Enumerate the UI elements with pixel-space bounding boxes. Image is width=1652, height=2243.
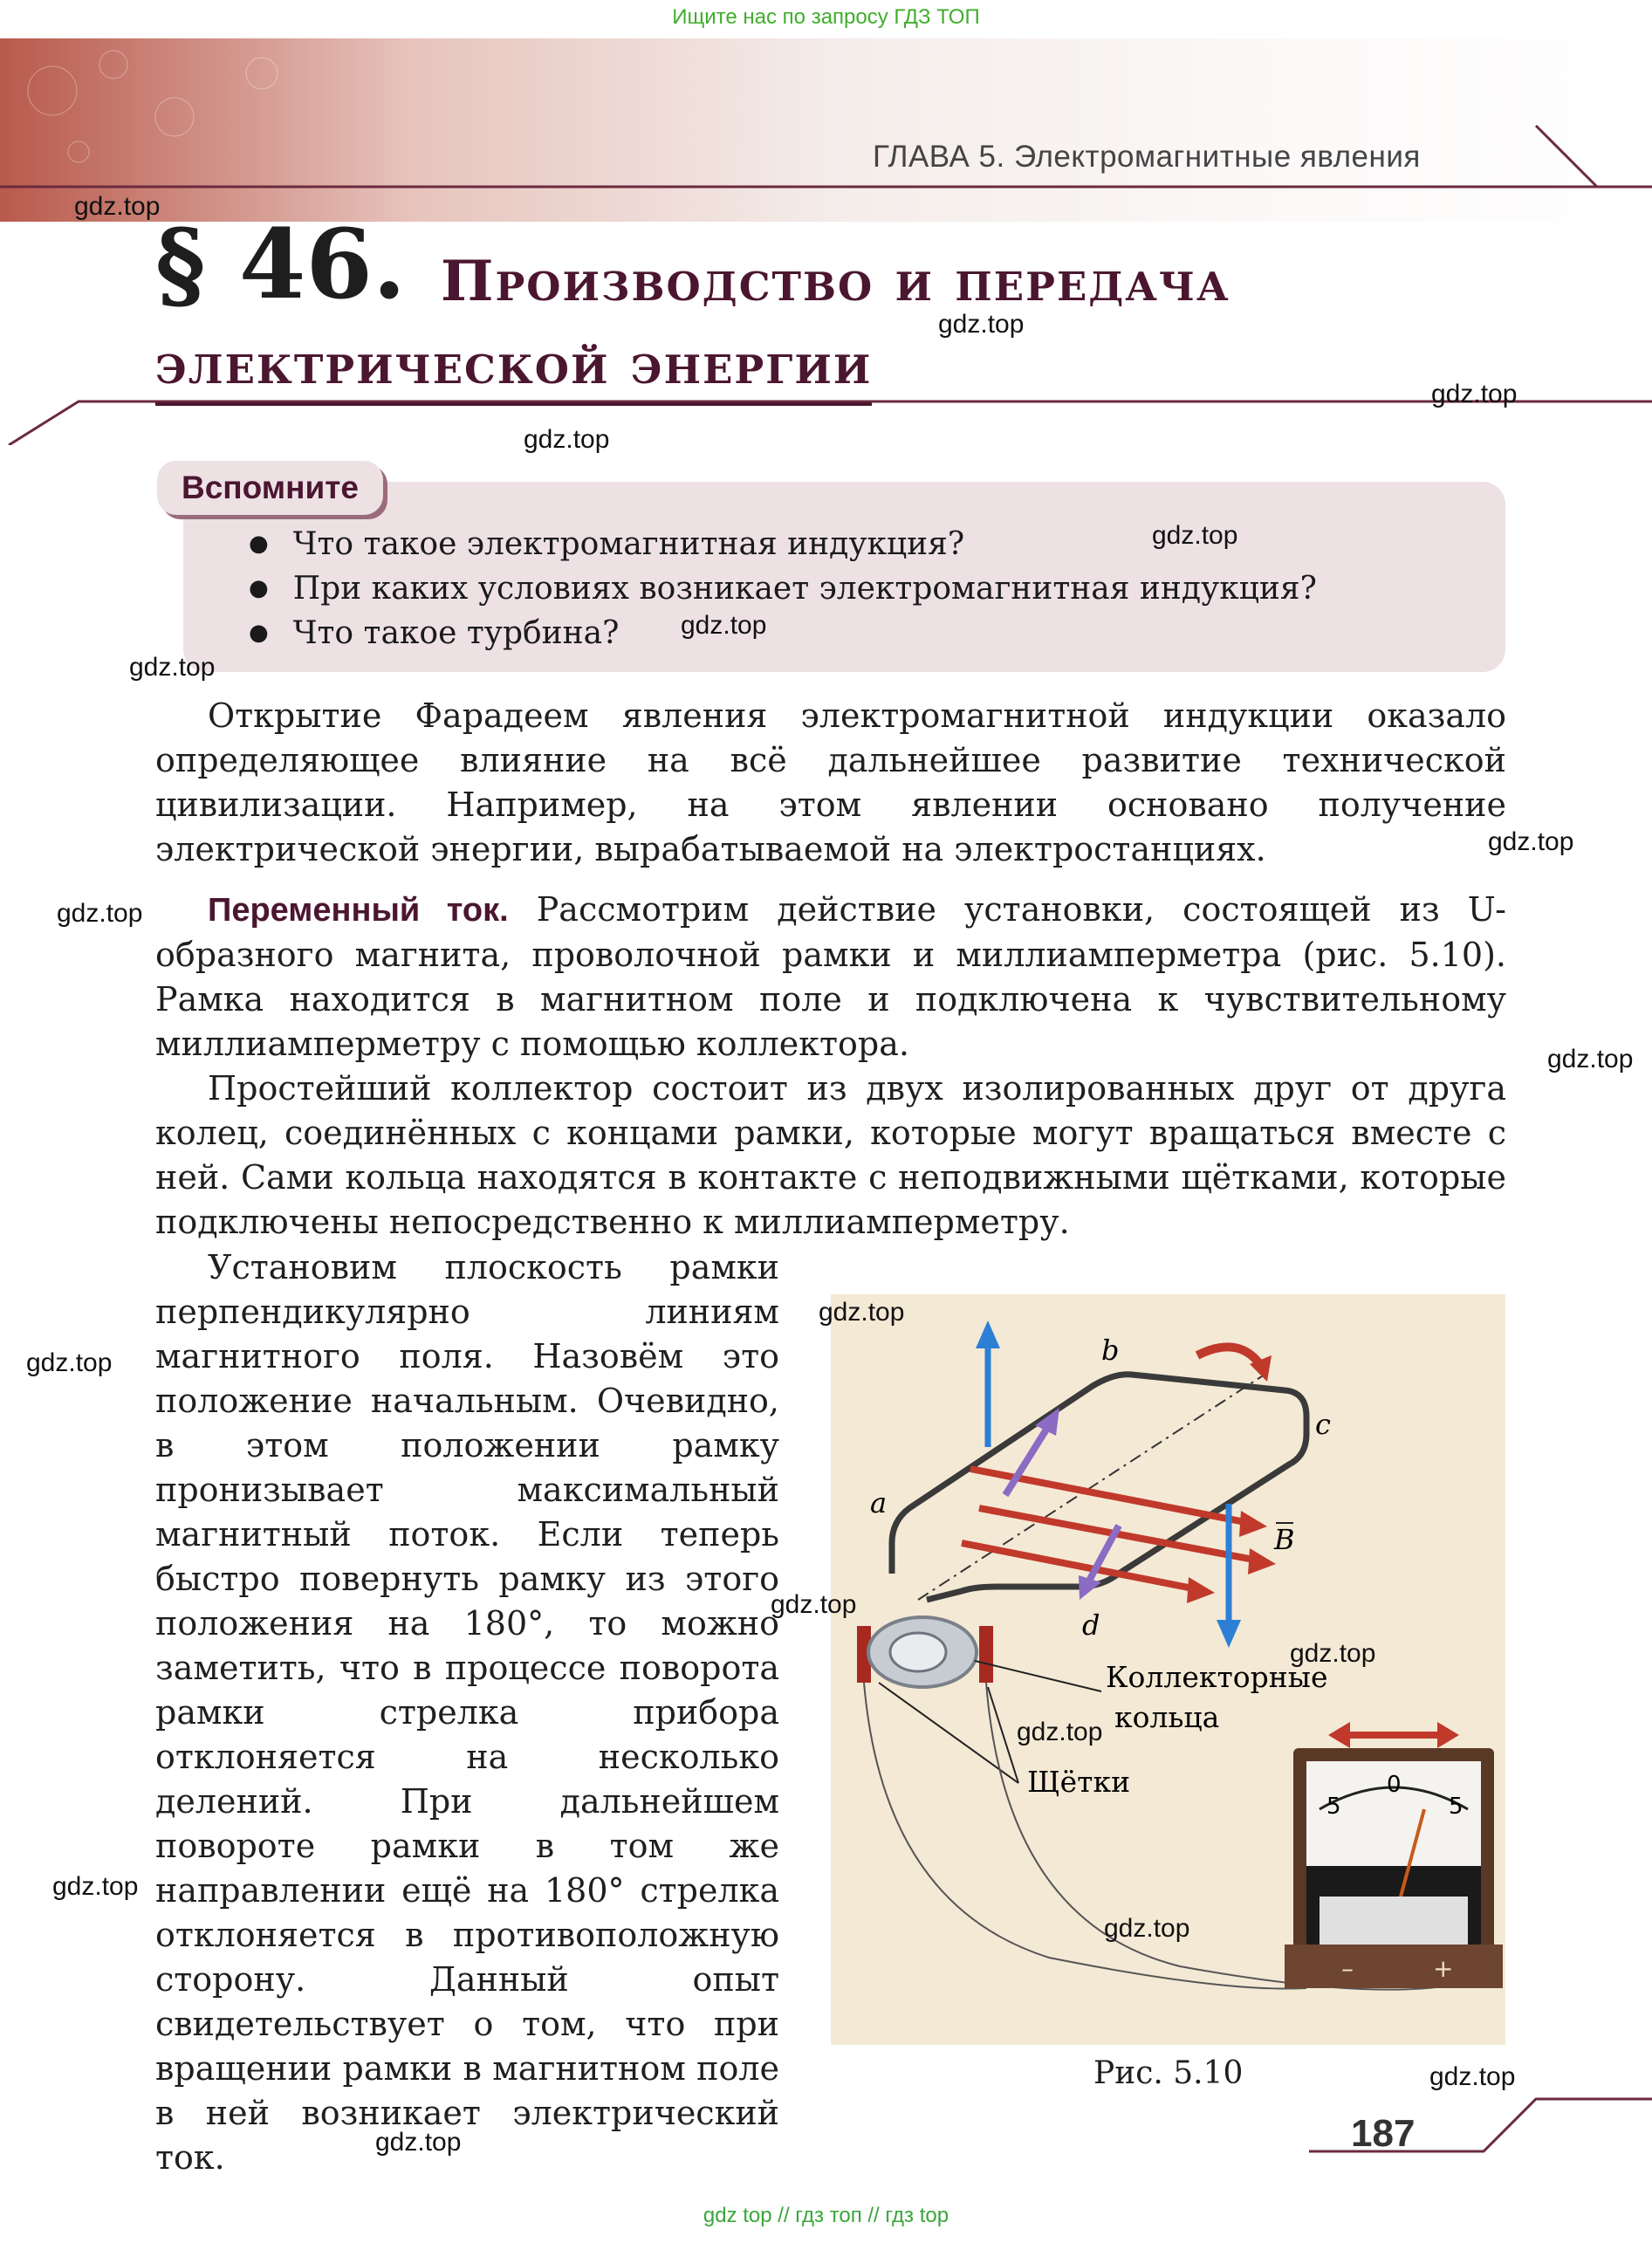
- meter-scale-left: 5: [1326, 1794, 1341, 1820]
- label-b: b: [1101, 1334, 1120, 1367]
- watermark: gdz.top: [938, 310, 1025, 339]
- label-a: a: [870, 1486, 888, 1519]
- force-arrowhead-down: [1079, 1575, 1101, 1600]
- paragraph-collector: Простейший коллектор состоит из двух изолированных друг от друга колец, соединённых с концами рамки, которые могут вращаться вместе с ней. Сами кольца находятся в контакте с неподвижными щётками, которые подключены непосредственно к миллиамперметру.: [155, 1069, 1506, 1241]
- meter-swing-arrowhead-left: [1328, 1722, 1350, 1748]
- label-c: c: [1315, 1408, 1331, 1441]
- header-decoration: [0, 38, 1652, 222]
- watermark: gdz.top: [1547, 1045, 1634, 1073]
- watermark: gdz.top: [1104, 1914, 1190, 1943]
- section-title-line2: электрической энергии: [155, 332, 872, 406]
- label-d: d: [1082, 1609, 1100, 1642]
- top-banner-text: Ищите нас по запросу ГДЗ ТОП: [672, 5, 980, 29]
- header-band: [0, 38, 1652, 222]
- remember-label: Вспомните: [157, 461, 383, 515]
- watermark: gdz.top: [681, 611, 767, 640]
- watermark: gdz.top: [1488, 827, 1574, 856]
- watermark: gdz.top: [375, 2128, 462, 2157]
- force-arrows: [1005, 1425, 1119, 1582]
- paragraph-intro: Открытие Фарадеем явления электромагнитной индукции оказало определяющее влияние на всё дальнейшее развитие технической цивилизации. Например, на этом явлении основано получение электрической энергии, вырабатываемой на электростанциях.: [155, 696, 1506, 868]
- watermark: gdz.top: [52, 1872, 139, 1901]
- remember-item: ● Что такое электромагнитная индукция?: [249, 522, 1317, 566]
- section-number: § 46.: [155, 208, 407, 320]
- watermark: gdz.top: [1152, 521, 1238, 550]
- top-banner: [0, 0, 1652, 38]
- watermark: gdz.top: [74, 192, 161, 221]
- meter-scale-right: 5: [1449, 1794, 1463, 1820]
- watermark: gdz.top: [1290, 1639, 1376, 1668]
- brush-pointer-left: [879, 1683, 1018, 1783]
- section-title-line1: Производство и передача: [441, 249, 1230, 314]
- label-B: B: [1274, 1523, 1295, 1556]
- footer-banner: gdz top // гдз топ // гдз top: [703, 2204, 949, 2227]
- meter-swing-arrowhead-right: [1437, 1722, 1459, 1748]
- chapter-header: ГЛАВА 5. Электромагнитные явления: [873, 140, 1421, 174]
- watermark: gdz.top: [1017, 1718, 1103, 1746]
- rings-pointer: [975, 1661, 1101, 1691]
- label-rings-line2: кольца: [1114, 1700, 1220, 1734]
- paragraph-alternating-current: [155, 888, 1506, 1067]
- watermark: gdz.top: [1431, 380, 1518, 408]
- figure-caption: Рис. 5.10: [1093, 2055, 1244, 2091]
- remember-item: ● При каких условиях возникает электромагнитная индукция?: [249, 566, 1317, 611]
- watermark: gdz.top: [819, 1298, 905, 1327]
- watermark: gdz.top: [57, 899, 143, 928]
- magnetic-field-arrows: [962, 1469, 1258, 1589]
- subheading-alternating-current: Переменный ток.: [208, 892, 509, 929]
- watermark: gdz.top: [26, 1348, 113, 1377]
- meter-scale-zero: 0: [1387, 1772, 1402, 1798]
- paragraph-alternating-current-text: Рассмотрим действие установки, состоящей из U-образного магнита, проволочной рамки и миллиамперметра (рис. 5.10). Рамка находится в магнитном поле и подключена к чувствительному миллиамперметру с помощью коллектора.: [155, 890, 1506, 1063]
- label-rings-line1: Коллекторные: [1106, 1660, 1328, 1694]
- watermark: gdz.top: [771, 1590, 857, 1619]
- meter-plus: +: [1433, 1954, 1454, 1983]
- collector-rings: [857, 1617, 993, 1687]
- velocity-arrowhead-down: [1217, 1620, 1241, 1648]
- watermark: gdz.top: [524, 425, 610, 454]
- watermark: gdz.top: [129, 653, 216, 682]
- page-number: 187: [1351, 2112, 1416, 2155]
- meter-minus: –: [1341, 1954, 1354, 1983]
- watermark: gdz.top: [1429, 2062, 1516, 2091]
- paragraph-experiment: Установим плоскость рамки перпендикулярно линиям магнитного поля. Назовём это положение начальным. Очевидно, в этом положении рамку пронизывает максимальный магнитный поток. Если теперь быстро повернуть рамку из этого положения на 180°, то можно заметить, что в процессе поворота рамки стрелка прибора отклоняется на несколько делений. При дальнейшем повороте рамки в том же направлении ещё на 180° стрелка отклоняется в противоположную сторону. Данный опыт свидетельствует о том, что при вращении рамки в магнитном поле в ней возникает электрический ток.: [155, 1248, 779, 2177]
- label-brushes: Щётки: [1027, 1765, 1131, 1799]
- velocity-arrowhead-up: [976, 1320, 1000, 1348]
- remember-item: ● Что такое турбина?: [249, 611, 1317, 655]
